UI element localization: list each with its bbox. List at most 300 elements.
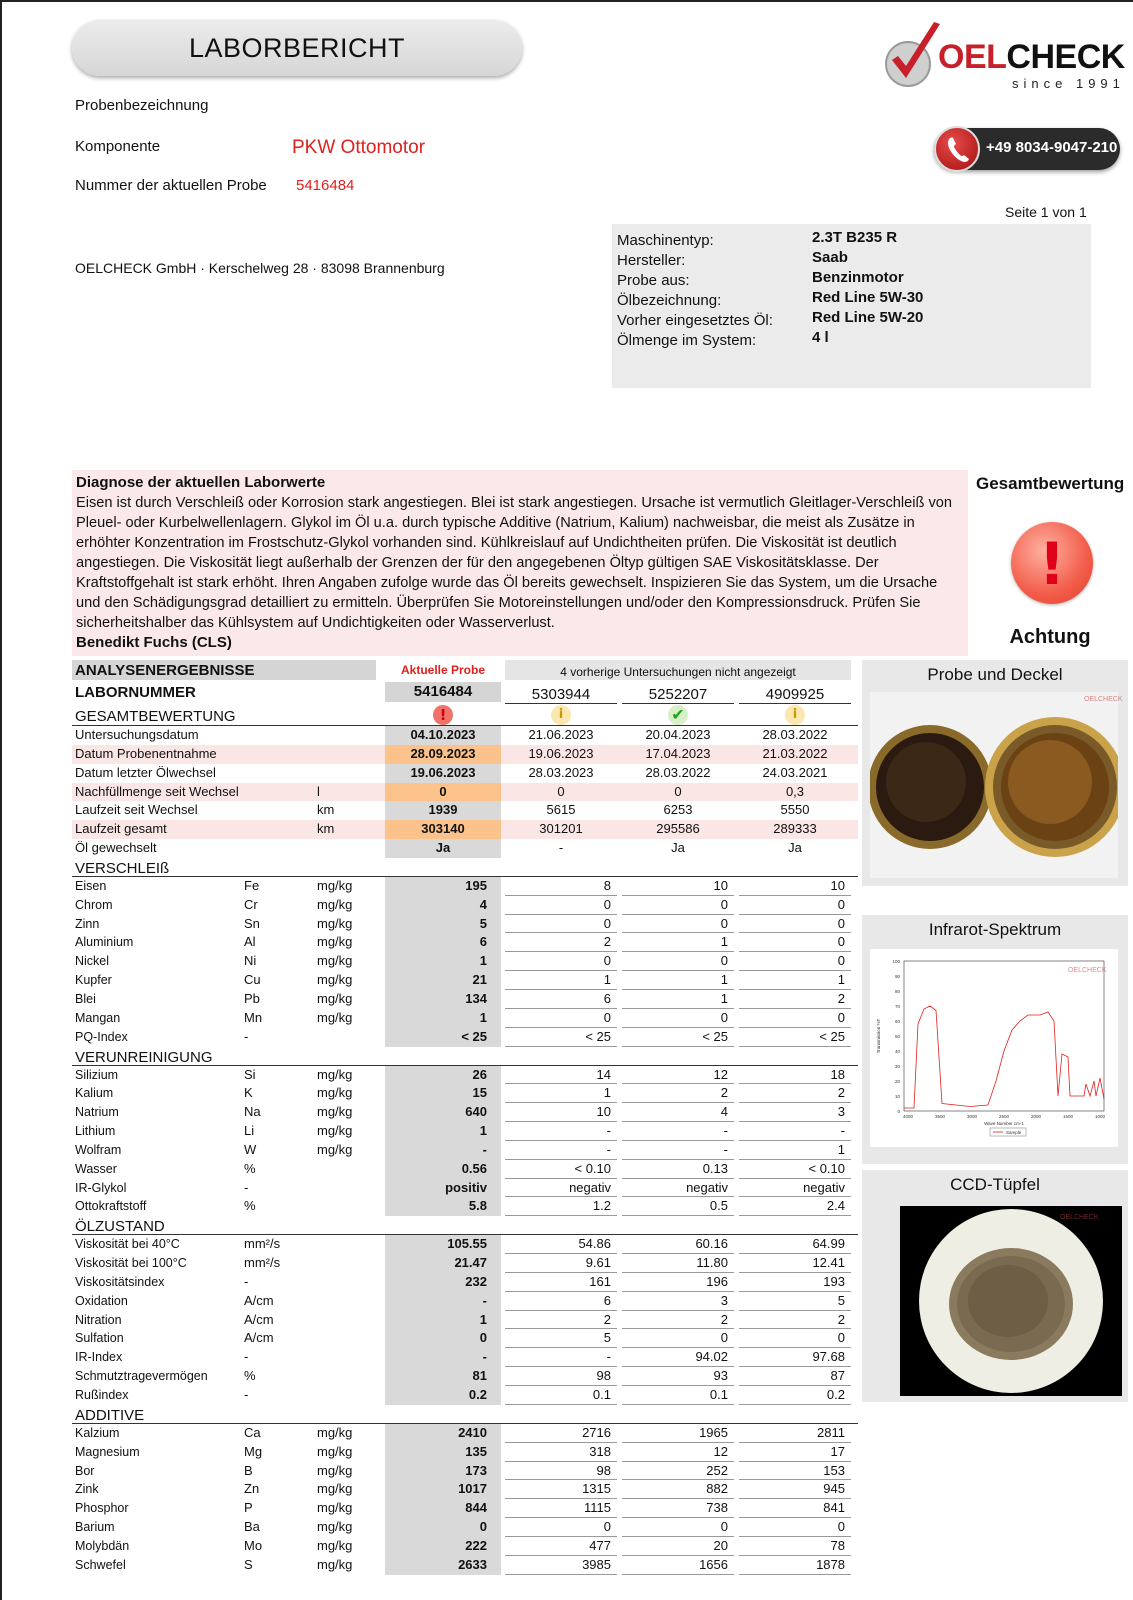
info-icon: i (785, 705, 805, 725)
previous-value: Ja (788, 840, 802, 856)
previous-value: 2 (505, 1311, 617, 1330)
previous-value: 0 (622, 1009, 734, 1028)
section-title: VERSCHLEIß (75, 859, 170, 877)
previous-value: 19.06.2023 (528, 745, 594, 761)
current-value: 2410 (385, 1424, 501, 1443)
ir-y-tick: 60 (894, 1019, 900, 1024)
row-label: Mangan (75, 1010, 121, 1025)
machine-value: Benzinmotor (812, 269, 904, 286)
table-row (72, 1084, 858, 1103)
row-symbol: Ni (244, 953, 257, 969)
row-symbol: - (244, 1387, 249, 1402)
labnumber-prev: 4909925 (739, 682, 851, 704)
current-value: Ja (385, 839, 501, 858)
table-row (72, 1367, 858, 1386)
previous-value: 14 (505, 1066, 617, 1085)
previous-value: 1 (622, 933, 734, 952)
previous-value: 1315 (505, 1480, 617, 1499)
previous-value: - (622, 1141, 734, 1160)
overall-status: Achtung (1009, 626, 1091, 648)
row-symbol: K (244, 1085, 253, 1101)
machine-value: Saab (812, 249, 848, 266)
table-row (72, 1066, 858, 1085)
previous-value: - (505, 1141, 617, 1160)
row-symbol: W (244, 1141, 257, 1157)
current-value: < 25 (385, 1028, 501, 1047)
previous-value: 93 (622, 1367, 734, 1386)
company-address: OELCHECK GmbH · Kerschelweg 28 · 83098 Brannenburg (75, 260, 445, 276)
current-value: 1939 (385, 801, 501, 820)
previous-value: 10 (739, 877, 851, 896)
section-rows (72, 858, 858, 1575)
table-row (72, 990, 858, 1009)
current-value: 173 (385, 1462, 501, 1481)
current-value: 844 (385, 1499, 501, 1518)
previous-value: 98 (505, 1462, 617, 1481)
row-label: Oxidation (75, 1293, 128, 1308)
row-label: Viskositätsindex (75, 1274, 165, 1289)
row-label: Eisen (75, 878, 107, 893)
previous-value: - (505, 1122, 617, 1141)
previous-value: 0 (739, 1009, 851, 1028)
row-unit: mg/kg (317, 1009, 353, 1025)
table-row (72, 745, 858, 764)
row-label: Chrom (75, 897, 113, 912)
row-unit: mg/kg (317, 1085, 353, 1101)
ir-y-tick: 80 (894, 989, 900, 994)
current-value: 5 (385, 915, 501, 934)
row-symbol: A/cm (244, 1292, 274, 1308)
ir-spectrum-line (904, 1006, 1104, 1108)
previous-value: 1 (622, 990, 734, 1009)
rating-row (72, 704, 858, 726)
previous-samples-label: 4 vorherige Untersuchungen nicht angezeigt (505, 660, 851, 680)
previous-value: 5 (505, 1329, 617, 1348)
ir-y-tick: 30 (894, 1064, 900, 1069)
row-unit: mg/kg (317, 990, 353, 1006)
phone-badge[interactable] (934, 128, 1120, 170)
previous-value: 21.06.2023 (528, 727, 594, 742)
previous-value: negativ (622, 1179, 734, 1198)
previous-value: 4 (622, 1103, 734, 1122)
current-value: 1017 (385, 1480, 501, 1499)
ir-spectrum-panel (862, 915, 1128, 1164)
current-value: 0 (385, 783, 501, 802)
diagnosis-author: Benedikt Fuchs (CLS) (76, 634, 232, 651)
previous-value: 0.2 (739, 1386, 851, 1405)
machine-label: Probe aus: (617, 272, 690, 289)
current-value: 105.55 (385, 1235, 501, 1254)
ir-x-tick: 2500 (998, 1114, 1010, 1119)
current-value: 04.10.2023 (385, 726, 501, 745)
previous-value: 1 (505, 971, 617, 990)
previous-value: 0 (739, 952, 851, 971)
row-unit: mg/kg (317, 1066, 353, 1082)
row-symbol: Si (244, 1066, 256, 1082)
ir-spectrum-title: Infrarot-Spektrum (928, 920, 1062, 939)
section-header (72, 1047, 858, 1066)
previous-value: 1 (505, 1084, 617, 1103)
current-value: 4 (385, 896, 501, 915)
row-label: Öl gewechselt (75, 840, 157, 856)
results-table (72, 660, 858, 1575)
previous-value: - (505, 1348, 617, 1367)
machine-value: Red Line 5W-30 (812, 289, 924, 306)
row-unit: mg/kg (317, 1481, 353, 1497)
labnumber-prev: 5303944 (505, 682, 617, 704)
table-row (72, 1235, 858, 1254)
row-unit: mg/kg (317, 1443, 353, 1459)
current-value: 21.47 (385, 1254, 501, 1273)
previous-value: 0.1 (622, 1386, 734, 1405)
previous-value: 78 (739, 1537, 851, 1556)
ir-y-tick: 90 (894, 974, 900, 979)
previous-value: - (622, 1122, 734, 1141)
row-symbol: mm²/s (244, 1236, 281, 1252)
row-label: Wasser (75, 1161, 117, 1176)
table-row (72, 1122, 858, 1141)
previous-value: 477 (505, 1537, 617, 1556)
previous-value: 28.03.2022 (645, 764, 711, 780)
row-symbol: Cr (244, 896, 258, 912)
previous-value: 8 (505, 877, 617, 896)
row-label: IR-Index (75, 1350, 123, 1365)
current-value: 26 (385, 1066, 501, 1085)
table-row (72, 1556, 858, 1575)
previous-value: Ja (671, 840, 685, 856)
previous-value: 289333 (773, 821, 817, 837)
previous-value: 0 (622, 1329, 734, 1348)
table-row (72, 1197, 858, 1216)
ir-legend-label: Sample (1006, 1130, 1022, 1135)
sample-photo-title: Probe und Deckel (927, 665, 1063, 684)
row-symbol: Ba (244, 1519, 260, 1535)
row-unit: mg/kg (317, 1462, 353, 1478)
row-symbol: Cu (244, 972, 261, 988)
alert-icon: ! (1011, 522, 1093, 604)
current-value: 1 (385, 1311, 501, 1330)
logo-since: since 1991 (1012, 76, 1125, 91)
table-row (72, 783, 858, 802)
previous-value: 252 (622, 1462, 734, 1481)
current-value: positiv (385, 1179, 501, 1198)
previous-value: 6253 (663, 802, 693, 818)
section-header (72, 858, 858, 877)
row-label: PQ-Index (75, 1029, 128, 1044)
sample-photo-panel (862, 660, 1128, 886)
current-value: 134 (385, 990, 501, 1009)
row-unit: mg/kg (317, 877, 353, 893)
current-value: 222 (385, 1537, 501, 1556)
table-row (72, 764, 858, 783)
previous-value: 0 (622, 915, 734, 934)
row-label: Schmutztragevermögen (75, 1369, 208, 1384)
previous-value: 193 (739, 1273, 851, 1292)
row-label: Rußindex (75, 1388, 129, 1402)
table-row (72, 1386, 858, 1405)
report-title-pill (72, 20, 522, 76)
previous-value: - (739, 1122, 851, 1141)
current-value: 1 (385, 1122, 501, 1141)
previous-value: 94.02 (622, 1348, 734, 1367)
row-label: Untersuchungsdatum (75, 727, 199, 742)
table-row (72, 971, 858, 990)
previous-value: 98 (505, 1367, 617, 1386)
current-value: 0.2 (385, 1386, 501, 1405)
watermark: OELCHECK (1068, 967, 1107, 974)
previous-value: 0.1 (505, 1386, 617, 1405)
table-row (72, 1160, 858, 1179)
ir-x-tick: 2000 (1030, 1114, 1042, 1119)
row-symbol: % (244, 1160, 256, 1176)
previous-value: 2 (622, 1084, 734, 1103)
previous-value: 3985 (505, 1556, 617, 1575)
ccd-title: CCD-Tüpfel (950, 1175, 1040, 1194)
previous-value: 0 (674, 783, 682, 799)
row-symbol: Sn (244, 915, 260, 931)
row-symbol: Mn (244, 1009, 263, 1025)
previous-value: 0.5 (622, 1197, 734, 1216)
row-label: Nickel (75, 954, 110, 969)
row-label: Zink (75, 1482, 99, 1497)
table-row (72, 1424, 858, 1443)
row-label: Sulfation (75, 1331, 124, 1346)
previous-value: < 0.10 (739, 1160, 851, 1179)
diagnosis-title: Diagnose der aktuellen Laborwerte (76, 474, 326, 491)
previous-value: 3 (739, 1103, 851, 1122)
table-row (72, 1179, 858, 1198)
table-row (72, 1103, 858, 1122)
nummer-label: Nummer der aktuellen Probe (75, 177, 267, 194)
previous-value: 21.03.2022 (762, 745, 828, 761)
table-row (72, 877, 858, 896)
ir-x-tick: 3500 (934, 1114, 946, 1119)
current-value: 195 (385, 877, 501, 896)
previous-value: negativ (739, 1179, 851, 1198)
labnumber-label: LABORNUMMER (75, 684, 196, 701)
previous-value: 12.41 (739, 1254, 851, 1273)
ir-x-tick: 4000 (902, 1114, 914, 1119)
ir-y-axis-label: Transmission %T (876, 1018, 881, 1054)
row-label: Kupfer (75, 973, 112, 988)
row-label: Viskosität bei 100°C (75, 1256, 187, 1271)
current-value: 6 (385, 933, 501, 952)
row-symbol: A/cm (244, 1311, 274, 1327)
row-symbol: - (244, 1273, 249, 1289)
row-symbol: - (244, 1349, 249, 1365)
previous-value: 17 (739, 1443, 851, 1462)
table-row (72, 1348, 858, 1367)
row-unit: mg/kg (317, 915, 353, 931)
table-row (72, 1273, 858, 1292)
previous-value: 0.13 (622, 1160, 734, 1179)
table-row (72, 839, 858, 858)
previous-value: 2 (505, 933, 617, 952)
table-row (72, 726, 858, 745)
previous-value: 0 (739, 915, 851, 934)
rating-label: GESAMTBEWERTUNG (75, 708, 236, 725)
previous-value: 10 (505, 1103, 617, 1122)
phone-number: +49 8034-9047-210 (986, 139, 1118, 156)
table-title: ANALYSENERGEBNISSE (72, 660, 376, 680)
komponente-label: Komponente (75, 138, 161, 155)
ccd-blot-image (900, 1206, 1122, 1396)
row-label: Phosphor (75, 1501, 129, 1516)
row-label: Lithium (75, 1124, 116, 1139)
row-label: Aluminium (75, 935, 134, 950)
phone-icon (934, 126, 980, 172)
previous-value: 1 (739, 971, 851, 990)
previous-value: 18 (739, 1066, 851, 1085)
previous-value: negativ (505, 1179, 617, 1198)
machine-value: 4 l (812, 329, 829, 346)
ir-y-tick: 100 (892, 959, 900, 964)
machine-label: Ölbezeichnung: (617, 292, 722, 309)
previous-value: 841 (739, 1499, 851, 1518)
previous-value: 0 (505, 896, 617, 915)
previous-value: 28.03.2022 (762, 727, 828, 742)
row-label: Datum Probenentnahme (75, 745, 217, 761)
table-row (72, 1254, 858, 1273)
previous-value: 9.61 (505, 1254, 617, 1273)
previous-value: 1656 (622, 1556, 734, 1575)
row-label: Nachfüllmenge seit Wechsel (75, 783, 239, 799)
previous-value: 10 (622, 877, 734, 896)
ir-y-tick: 50 (894, 1034, 900, 1039)
section-title: VERUNREINIGUNG (75, 1048, 213, 1066)
row-unit: mg/kg (317, 1556, 353, 1572)
table-row (72, 952, 858, 971)
current-value: 5.8 (385, 1197, 501, 1216)
komponente-value: PKW Ottomotor (292, 137, 426, 158)
previous-value: 1.2 (505, 1197, 617, 1216)
machine-label: Ölmenge im System: (617, 332, 757, 349)
previous-value: 0 (622, 952, 734, 971)
row-unit: mg/kg (317, 896, 353, 912)
current-value: 2633 (385, 1556, 501, 1575)
previous-value: 6 (505, 1292, 617, 1311)
previous-value: < 25 (622, 1028, 734, 1047)
ir-x-tick: 1000 (1094, 1114, 1106, 1119)
row-unit: mg/kg (317, 934, 353, 950)
row-unit: mg/kg (317, 1104, 353, 1120)
previous-value: < 25 (505, 1028, 617, 1047)
row-unit: mg/kg (317, 972, 353, 988)
row-label: Kalium (75, 1086, 114, 1101)
previous-value: 0 (739, 933, 851, 952)
previous-value: 28.03.2023 (528, 764, 594, 780)
previous-value: 0 (505, 952, 617, 971)
current-sample-label: Aktuelle Probe (400, 663, 486, 677)
row-symbol: - (244, 1028, 249, 1044)
previous-value: 301201 (539, 821, 583, 837)
previous-value: 5 (739, 1292, 851, 1311)
ir-y-tick: 70 (894, 1004, 900, 1009)
previous-value: 17.04.2023 (645, 745, 711, 761)
previous-value: 1878 (739, 1556, 851, 1575)
row-symbol: Al (244, 934, 256, 950)
table-row (72, 1537, 858, 1556)
previous-value: 318 (505, 1443, 617, 1462)
previous-value: 5615 (546, 802, 576, 818)
row-label: Silizium (75, 1067, 119, 1082)
row-symbol: - (244, 1179, 249, 1195)
previous-value: 2 (739, 1084, 851, 1103)
current-value: 1 (385, 952, 501, 971)
page-indicator: Seite 1 von 1 (1005, 204, 1087, 220)
current-value: - (385, 1348, 501, 1367)
table-row (72, 933, 858, 952)
ir-y-tick: 40 (894, 1049, 900, 1054)
watermark: OELCHECK (1084, 696, 1123, 703)
row-unit: km (317, 802, 335, 818)
row-unit: mg/kg (317, 1141, 353, 1157)
current-value: 15 (385, 1084, 501, 1103)
row-label: Molybdän (75, 1538, 130, 1553)
labnumber-current: 5416484 (385, 682, 501, 702)
previous-value: 0 (505, 1009, 617, 1028)
previous-value: 2811 (739, 1424, 851, 1443)
machine-label: Vorher eingesetztes Öl: (617, 312, 773, 329)
previous-value: 0 (505, 915, 617, 934)
row-label: Magnesium (75, 1444, 140, 1459)
row-unit: km (317, 821, 335, 837)
labnumber-prev: 5252207 (622, 682, 734, 704)
row-symbol: Na (244, 1104, 261, 1120)
previous-value: 2 (622, 1311, 734, 1330)
previous-value: 54.86 (505, 1235, 617, 1254)
table-row (72, 801, 858, 820)
previous-value: 0 (739, 1329, 851, 1348)
previous-value: 945 (739, 1480, 851, 1499)
row-symbol: mm²/s (244, 1255, 281, 1271)
row-unit: mg/kg (317, 1123, 353, 1139)
row-label: Kalzium (75, 1425, 120, 1440)
oelcheck-logo (878, 18, 1128, 98)
current-value: 21 (385, 971, 501, 990)
ccd-panel (862, 1170, 1128, 1402)
probenbezeichnung-label: Probenbezeichnung (75, 97, 209, 114)
row-unit: mg/kg (317, 953, 353, 969)
current-value: 135 (385, 1443, 501, 1462)
row-unit: mg/kg (317, 1424, 353, 1440)
nummer-value: 5416484 (296, 177, 355, 194)
row-label: Natrium (75, 1105, 119, 1120)
row-label: Bor (75, 1463, 95, 1478)
section-title: ADDITIVE (75, 1406, 145, 1424)
watermark: OELCHECK (1060, 1214, 1099, 1221)
ir-x-axis-label: Wave Number cm-1 (984, 1121, 1024, 1126)
previous-value: 738 (622, 1499, 734, 1518)
previous-value: 0 (505, 1518, 617, 1537)
machine-label: Hersteller: (617, 252, 686, 269)
machine-label: Maschinentyp: (617, 232, 714, 249)
current-value: 640 (385, 1103, 501, 1122)
previous-value: 5550 (780, 802, 810, 818)
previous-value: 153 (739, 1462, 851, 1481)
previous-value: 87 (739, 1367, 851, 1386)
table-row (72, 1462, 858, 1481)
previous-value: 1965 (622, 1424, 734, 1443)
previous-value: 295586 (656, 821, 700, 837)
ir-spectrum-chart (870, 949, 1118, 1147)
row-label: Barium (75, 1520, 115, 1535)
table-row (72, 1518, 858, 1537)
row-symbol: Pb (244, 990, 260, 1006)
row-symbol: P (244, 1500, 253, 1516)
diagnosis-box (72, 470, 968, 656)
current-value: 0.56 (385, 1160, 501, 1179)
